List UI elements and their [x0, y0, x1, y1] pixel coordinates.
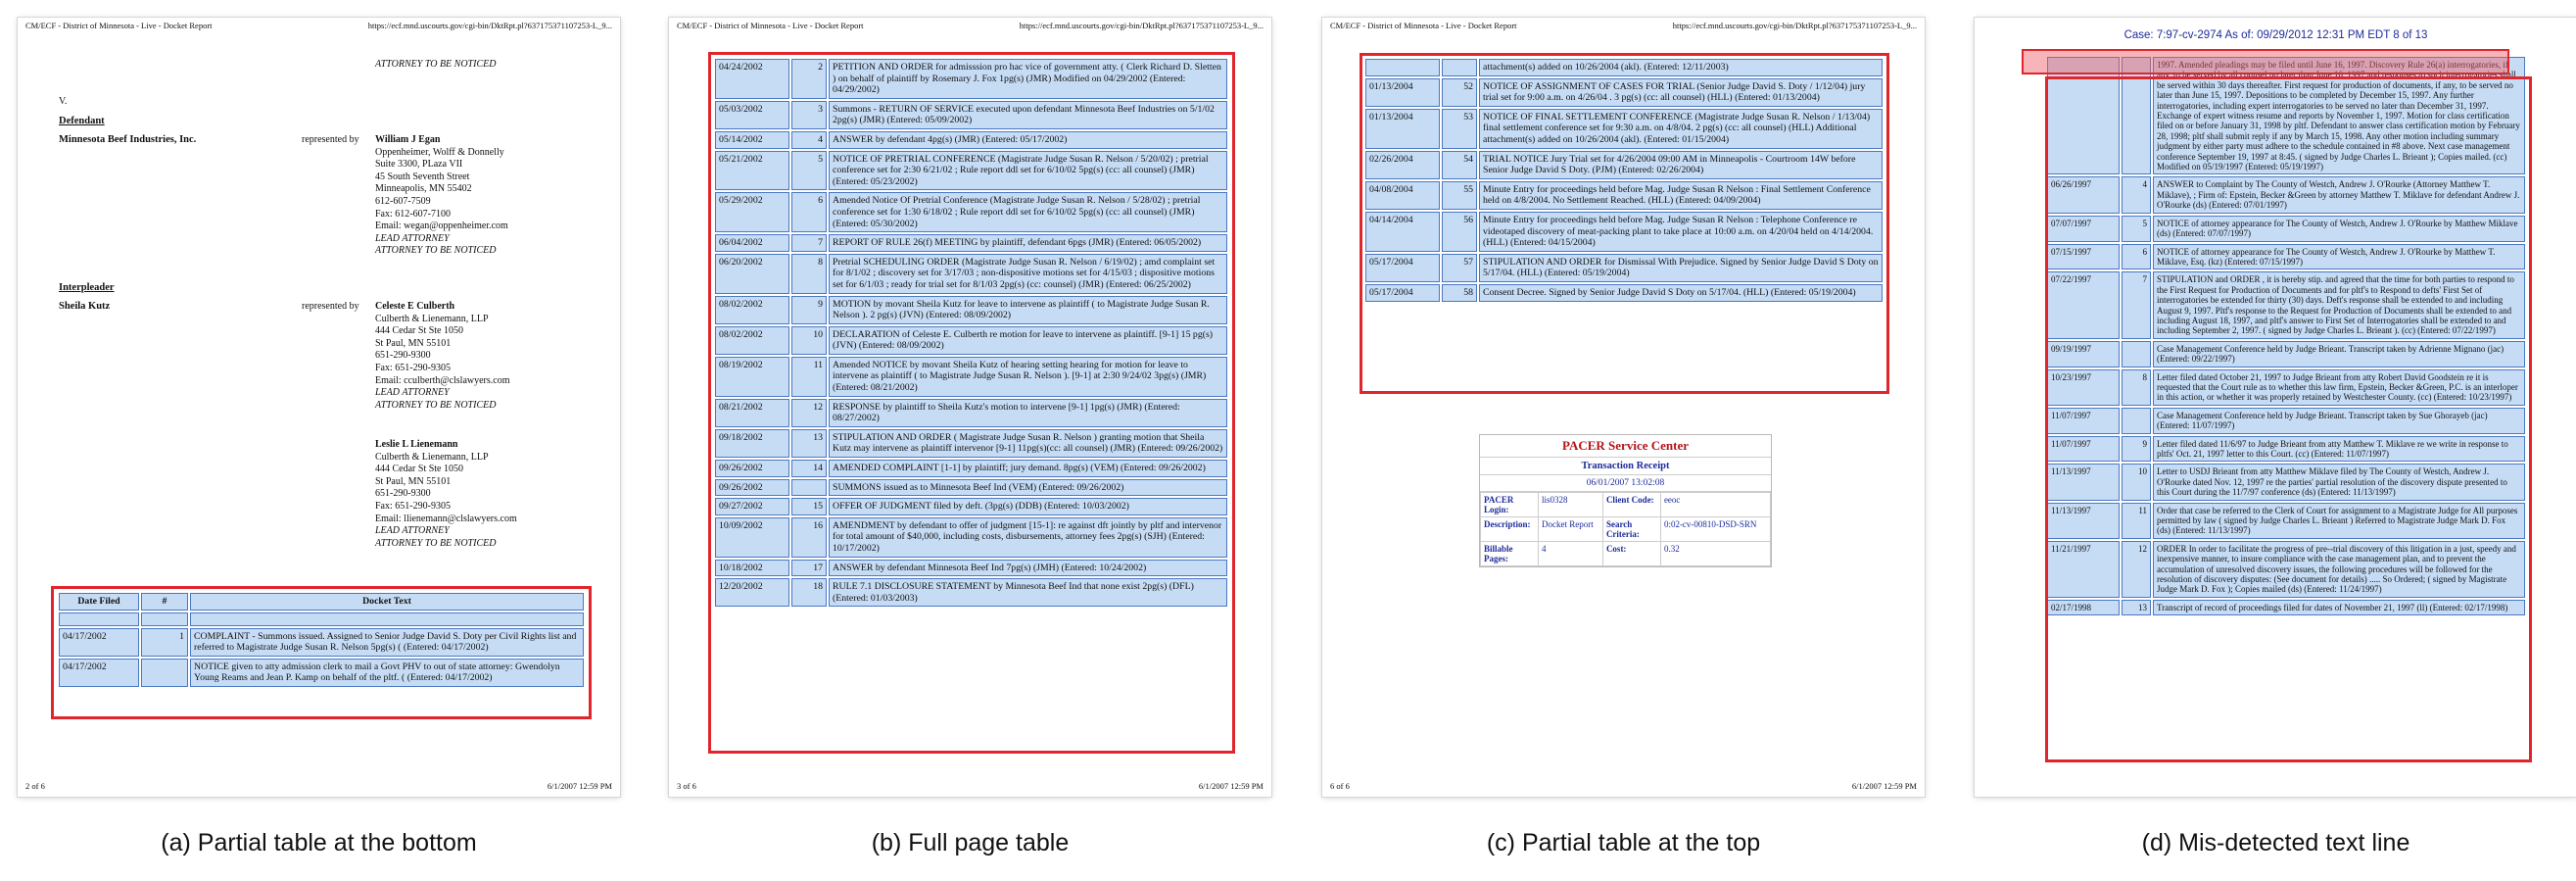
table-row: [2047, 600, 2525, 615]
cell-date: 11/21/1997: [2047, 541, 2120, 598]
table-row: [2047, 216, 2525, 242]
cell-docket-text: Letter to USDJ Brieant from atty Matthew Miklave filed by The County of Westch, Andrew J. O'Rourke dated Nov. 12, 1997 re the parties' partial resolution of the discovery dispute presented to this Court during the 11/7/97 conference (ds) (Entered: 11/13/1997): [2153, 464, 2525, 500]
cell-docket-text: RULE 7.1 DISCLOSURE STATEMENT by Minnesota Beef Ind that none exist 2pg(s) (DFL) (Entered: 01/03/2003): [829, 578, 1227, 607]
cell-docket-text: OFFER OF JUDGMENT filed by deft. (3pg(s) (DDB) (Entered: 10/03/2002): [829, 498, 1227, 515]
attorney-block-2: Celeste E Culberth Culberth & Lienemann, LLP 444 Cedar St Ste 1050 St Paul, MN 55101 651-290-9300 Fax: 651-290-9305 Email: cculberth@clslawyers.com LEAD ATTORNEY ATTORNEY TO BE NOTICED: [375, 301, 510, 411]
cell-docket-text: Letter filed dated 11/6/97 to Judge Brieant from atty Matthew T. Miklave re we write in response to pltfs' Oct. 21, 1997 letter to this Court. (cc) (Entered: 11/07/1997): [2153, 436, 2525, 463]
footer-date: 6/1/2007 12:59 PM: [1851, 781, 1917, 791]
attorney-block-3: Leslie L Lienemann Culberth & Lienemann, LLP 444 Cedar St Ste 1050 St Paul, MN 55101 651-290-9300 Fax: 651-290-9305 Email: llienemann@clslawyers.com LEAD ATTORNEY ATTORNEY TO BE NOTICED: [375, 439, 517, 549]
cell-docket-text: ANSWER to Complaint by The County of Westch, Andrew J. O'Rourke (Attorney Matthew T. Miklave), ; Firm of: Epstein, Becker &Green by attorney Matthew T. Miklave for defendant Andrew J. O'Rourke (ds) (Entered: 07/01/1997): [2153, 176, 2525, 213]
page-number: 3 of 6: [677, 781, 696, 791]
cell-docket-text: MOTION by movant Sheila Kutz for leave to intervene as plaintiff ( to Magistrate Judge Susan R. Nelson ). 2 pg(s) (JVN) (Entered: 08/09/2002): [829, 296, 1227, 324]
cell-date: 01/13/2004: [1365, 78, 1440, 107]
cell-date: 06/20/2002: [715, 254, 789, 294]
cell-date: 05/29/2002: [715, 192, 789, 232]
cell-number: 12: [2122, 541, 2151, 598]
cell-number: 8: [2122, 369, 2151, 406]
cell-date: 04/24/2002: [715, 59, 789, 99]
represented-by-1: represented by: [302, 134, 359, 145]
table-row: [1365, 212, 1883, 252]
cell-number: 4: [2122, 176, 2151, 213]
table-row: [715, 254, 1227, 294]
cell-date: 06/04/2002: [715, 234, 789, 252]
caption-b: (b) Full page table: [871, 829, 1070, 857]
cell-date: 11/13/1997: [2047, 464, 2120, 500]
cell-date: 01/13/2004: [1365, 109, 1440, 149]
table-row: [1365, 254, 1883, 282]
cell-number: 13: [2122, 600, 2151, 615]
table-row: 04/17/2002 1 COMPLAINT - Summons issued. Assigned to Senior Judge David S. Doty per Civil Rights list and referred to Magistrate Judge Susan R. Nelson 5pg(s) ( (Entered: 04/17/2002): [59, 628, 584, 657]
page-number: 2 of 6: [25, 781, 45, 791]
cell-docket-text: Transcript of record of proceedings filed for dates of November 21, 1997 (ll) (Entered: 02/17/1998): [2153, 600, 2525, 615]
cell-number: 2: [791, 59, 827, 99]
cell-docket-text: DECLARATION of Celeste E. Culberth re motion for leave to intervene as plaintiff. [9-1] 15 pg(s) (JVN) (Entered: 08/09/2002): [829, 326, 1227, 355]
cell-docket-text: ANSWER by defendant Minnesota Beef Ind 7pg(s) (JMH) (Entered: 10/24/2002): [829, 560, 1227, 577]
caption-c: (c) Partial table at the top: [1486, 829, 1761, 857]
cell-date: 04/08/2004: [1365, 181, 1440, 210]
cell-date: 09/27/2002: [715, 498, 789, 515]
cell-number: 9: [2122, 436, 2151, 463]
panel-full-page: [669, 18, 1271, 797]
doc-header-right: https://ecf.mnd.uscourts.gov/cgi-bin/DktRpt.pl?637175371107253-L_9...: [1019, 21, 1264, 30]
cell-date: 09/18/2002: [715, 429, 789, 458]
table-row: [715, 578, 1227, 607]
table-row: [1365, 181, 1883, 210]
cell-docket-text: AMENDED COMPLAINT [1-1] by plaintiff; jury demand. 8pg(s) (VEM) (Entered: 09/26/2002): [829, 460, 1227, 477]
pacer-receipt: [1479, 434, 1772, 567]
cell-number: 56: [1442, 212, 1477, 252]
attorney-block-1: William J Egan Oppenheimer, Wolff & Donnelly Suite 3300, PLaza VII 45 South Seventh Street Minneapolis, MN 55402 612-607-7509 Fax: 612-607-7100 Email: wegan@oppenheimer.com LEAD ATTORNEY ATTORNEY TO BE NOTICED: [375, 134, 508, 257]
cell-date: 10/18/2002: [715, 560, 789, 577]
pacer-title: PACER Service Center: [1480, 435, 1771, 458]
cell-docket-text: ANSWER by defendant 4pg(s) (JMR) (Entered: 05/17/2002): [829, 131, 1227, 149]
cell-number: 58: [1442, 284, 1477, 302]
cell-number: 11: [791, 357, 827, 397]
cell-docket-text: Amended NOTICE by movant Sheila Kutz of hearing setting hearing for motion for leave to intervene as plaintiff ( to Magistrate Judge Susan R. Nelson ). [9-1] at 2:30 9/24/02 3pg(s) (JMR) (Entered: 08/21/2002): [829, 357, 1227, 397]
table-row: [2047, 369, 2525, 406]
cell-docket-text: Amended Notice Of Pretrial Conference (Magistrate Judge Susan R. Nelson / 5/28/02) ; pretrial conference set for 1:30 6/18/02 ; Rule report ddl set for 6/10/02 5pg(s) (cc: all counsel) (JMR) (Entered: 05/30/2002): [829, 192, 1227, 232]
doc-header-left: CM/ECF - District of Minnesota - Live - Docket Report: [25, 21, 213, 30]
table-row: [715, 101, 1227, 129]
panel-partial-top: [1322, 18, 1925, 797]
cell-date: 10/09/2002: [715, 517, 789, 558]
cell-docket-text: STIPULATION AND ORDER ( Magistrate Judge Susan R. Nelson ) granting motion that Sheila Kutz may intervene as plaintiff intervenor [9-1] 11pg(s)(cc: all counsel) (JMR) (Entered: 09/26/2002): [829, 429, 1227, 458]
cell-date: 05/17/2004: [1365, 284, 1440, 302]
table-row: [715, 399, 1227, 427]
cell-date: 07/07/1997: [2047, 216, 2120, 242]
cell-date: 11/07/1997: [2047, 408, 2120, 434]
header-docket-text: Docket Text: [190, 593, 584, 611]
cell-number: [1442, 59, 1477, 76]
page-number: 6 of 6: [1330, 781, 1350, 791]
cell-docket-text: AMENDMENT by defendant to offer of judgment [15-1]: re against dft jointly by pltf and intervenor for total amount of $40,000, including costs, disbursements, attorney fees 2pg(s) (SJH) (Entered: 10/17/2002): [829, 517, 1227, 558]
table-row: [715, 234, 1227, 252]
table-row: [715, 357, 1227, 397]
interpleader-name: Sheila Kutz: [59, 301, 111, 312]
footer-date: 6/1/2007 12:59 PM: [1198, 781, 1264, 791]
cell-number: 5: [791, 151, 827, 191]
header-date: Date Filed: [59, 593, 139, 611]
footer-date: 6/1/2007 12:59 PM: [547, 781, 612, 791]
cell-number: [2122, 341, 2151, 367]
cell-date: 02/26/2004: [1365, 151, 1440, 179]
table-row: [715, 517, 1227, 558]
cell-date: 12/20/2002: [715, 578, 789, 607]
cell-docket-text: SUMMONS issued as to Minnesota Beef Ind (VEM) (Entered: 09/26/2002): [829, 479, 1227, 497]
cell-number: 17: [791, 560, 827, 577]
versus-label: V.: [59, 96, 68, 107]
cell-date: 09/19/1997: [2047, 341, 2120, 367]
cell-number: 4: [791, 131, 827, 149]
cell-number: [791, 479, 827, 497]
table-row: [715, 479, 1227, 497]
table-row: [715, 560, 1227, 577]
table-row: [2047, 464, 2525, 500]
table-row: [2047, 244, 2525, 270]
table-row: [715, 131, 1227, 149]
cell-number: 18: [791, 578, 827, 607]
doc-header-right: https://ecf.mnd.uscourts.gov/cgi-bin/DktRpt.pl?637175371107253-L_9...: [367, 21, 612, 30]
cell-date: 09/26/2002: [715, 460, 789, 477]
pacer-datetime: 06/01/2007 13:02:08: [1480, 475, 1771, 492]
cell-date: 07/15/1997: [2047, 244, 2120, 270]
cell-number: 12: [791, 399, 827, 427]
cell-date: 10/23/1997: [2047, 369, 2120, 406]
table-row: 1997. Amended pleadings may be filed until June 16, 1997. Discovery Rule 26(a) interrogatories, if any, to be served by all counsel no later than June 16, 1997 and responses to such interrogatories shall be served within 30 days thereafter. First request for production of documents, if any, to be served no later than June 15, 1997. Depositions to be completed by December 15, 1997. Any further interrogatories, including expert interrogatories to be served no later than December 31, 1997. Exchange of expert witness resume and reports by November 1, 1997. Motion for class certification filed on or before January 31, 1998 by pltf. Defendant to answer class certification motion by February 28, 1998; pltf shall submit reply if any by March 15, 1998. Any other motion including summary judgment by either party must adhere to the schedule contained in #8 above. Next case management conference September 19, 1997 at 8:45. ( signed by Judge Charles L. Brieant ); Copies mailed. (cc) Modified on 05/19/1997 (Entered: 05/19/1997): [2047, 57, 2525, 174]
cell-date: 02/17/1998: [2047, 600, 2120, 615]
caption-a: (a) Partial table at the bottom: [161, 829, 477, 857]
table-row: [2047, 503, 2525, 539]
doc-header-left: CM/ECF - District of Minnesota - Live - Docket Report: [677, 21, 864, 30]
cell-docket-text: Minute Entry for proceedings held before Mag. Judge Susan R Nelson : Telephone Conference re videotaped discovery of meat-packing plant to take place at 10:00 a.m. on 4/20/04 held on 4/14/2004. (HLL) (Entered: 04/15/2004): [1479, 212, 1883, 252]
cell-date: 05/21/2002: [715, 151, 789, 191]
cell-docket-text: NOTICE OF FINAL SETTLEMENT CONFERENCE (Magistrate Judge Susan R. Nelson / 1/13/04) final settlement conference set for 9:30 a.m. on 4/8/04. 2 pg(s) (cc: all counsel) (HLL) Additional attachment(s) added on 10/26/2004 (akl). (Entered: 01/15/2004): [1479, 109, 1883, 149]
interpleader-label: Interpleader: [59, 282, 115, 293]
cell-date: 08/02/2002: [715, 326, 789, 355]
defendant-label: Defendant: [59, 116, 105, 126]
cell-number: 14: [791, 460, 827, 477]
table-spacer-row: [59, 612, 584, 626]
cell-docket-text: Case Management Conference held by Judge Brieant. Transcript taken by Adrienne Mignano (jac) (Entered: 09/22/1997): [2153, 341, 2525, 367]
cell-docket-text: Consent Decree. Signed by Senior Judge David S Doty on 5/17/04. (HLL) (Entered: 05/19/2004): [1479, 284, 1883, 302]
table-row: [1365, 109, 1883, 149]
cell-date: 09/26/2002: [715, 479, 789, 497]
misdetected-text-box: [2022, 49, 2509, 74]
cell-number: 6: [791, 192, 827, 232]
cell-number: 7: [2122, 271, 2151, 338]
panel-misdetected: [1975, 18, 2576, 797]
cell-date: [1365, 59, 1440, 76]
cell-number: 10: [791, 326, 827, 355]
cell-date: 08/21/2002: [715, 399, 789, 427]
cell-docket-text: Letter filed dated October 21, 1997 to Judge Brieant from atty Robert David Goodstein re it is requested that the Court rule as to whether this law firm, Epstein, Becker &Green, P.C. is an interloper in this action, or whether it was properly retained by Westchester County. (cc) (Entered: 10/23/1997): [2153, 369, 2525, 406]
cell-docket-text: Pretrial SCHEDULING ORDER (Magistrate Judge Susan R. Nelson / 6/19/02) ; amd complaint set for 8/1/02 ; discovery set for 3/17/03 ; non-dispositive motions set for 4/15/03 ; dispositive motions set for 6/1/03 ; ready for trial set for 8/1/03 2pg(s) (cc: counsel) (JMR) (Entered: 06/25/2002): [829, 254, 1227, 294]
table-row: [2047, 271, 2525, 338]
cell-docket-text: RESPONSE by plaintiff to Sheila Kutz's motion to intervene [9-1] 1pg(s) (JMR) (Entered: 08/27/2002): [829, 399, 1227, 427]
table-row: [715, 326, 1227, 355]
table-row: [715, 151, 1227, 191]
cell-number: 15: [791, 498, 827, 515]
table-row: [1365, 151, 1883, 179]
docket-table-full: [713, 57, 1229, 609]
table-row: [2047, 176, 2525, 213]
panel-partial-bottom: [18, 18, 620, 797]
cell-date: 07/22/1997: [2047, 271, 2120, 338]
cell-docket-text: Case Management Conference held by Judge Brieant. Transcript taken by Sue Ghorayeb (jac) (Entered: 11/07/1997): [2153, 408, 2525, 434]
docket-table-partial: [57, 591, 586, 689]
cell-number: 6: [2122, 244, 2151, 270]
docket-table-partial-top: [1363, 57, 1884, 304]
table-row: [2047, 541, 2525, 598]
cell-docket-text: NOTICE of attorney appearance for The County of Westch, Andrew J. O'Rourke by Matthew T. Miklave, Esq. (kz) (Entered: 07/15/1997): [2153, 244, 2525, 270]
cell-date: 11/07/1997: [2047, 436, 2120, 463]
cell-docket-text: ORDER In order to facilitate the progress of pre--trial discovery of this litigation in a just, speedy and inexpensive manner, to insure compliance with the case management plan, and to prevent the accumulation of unresolved discovery issues, the following procedures will be followed for the resolution of discovery disputes: (See document for details) ..... So Ordered; ( signed by Magistrate Judge Mark D. Fox ); Copies mailed (ds) (Entered: 11/24/1997): [2153, 541, 2525, 598]
cell-docket-text: attachment(s) added on 10/26/2004 (akl). (Entered: 12/11/2003): [1479, 59, 1883, 76]
cell-number: 16: [791, 517, 827, 558]
cell-docket-text: STIPULATION and ORDER , it is hereby stip. and agreed that the time for both parties to respond to the First Request for Production of Documents and for pltf's to Respond to defts' First Set of interrogatories be extended for thirty (30) days. Deft's response shall be extended to and including August 9, 1997. Pltf's response to the Request for Production of Documents shall be extended to and including August 18, 1997, and pltf's answer to First Set of Interrogatories shall be extended to and including September 2, 1997. ( signed by Judge Charles L. Brieant ). (cc) (Entered: 07/22/1997): [2153, 271, 2525, 338]
table-row: [715, 192, 1227, 232]
cell-docket-text: NOTICE of attorney appearance for The County of Westch, Andrew J. O'Rourke by Matthew Miklave (ds) (Entered: 07/07/1997): [2153, 216, 2525, 242]
cell-date: 06/26/1997: [2047, 176, 2120, 213]
table-row: [715, 59, 1227, 99]
table-row: [715, 296, 1227, 324]
cell-docket-text: Order that case be referred to the Clerk of Court for assignment to a Magistrate Judge for All purposes permitted by law ( signed by Judge Charles L. Brieant ) Referred to Magistrate Judge Mark D. Fox (ds) (Entered: 11/13/1997): [2153, 503, 2525, 539]
cell-number: 54: [1442, 151, 1477, 179]
cell-number: 10: [2122, 464, 2151, 500]
cell-number: 9: [791, 296, 827, 324]
cell-date: 08/02/2002: [715, 296, 789, 324]
table-row: [1365, 59, 1883, 76]
cell-docket-text: STIPULATION AND ORDER for Dismissal With Prejudice. Signed by Senior Judge David S Doty on 5/17/04. (HLL) (Entered: 05/19/2004): [1479, 254, 1883, 282]
caption-d: (d) Mis-detected text line: [2141, 829, 2410, 857]
table-row: [2047, 341, 2525, 367]
cell-date: 05/14/2002: [715, 131, 789, 149]
cell-docket-text: REPORT OF RULE 26(f) MEETING by plaintiff, defendant 6pgs (JMR) (Entered: 06/05/2002): [829, 234, 1227, 252]
cell-number: 5: [2122, 216, 2151, 242]
cell-number: 8: [791, 254, 827, 294]
pacer-subtitle: Transaction Receipt: [1480, 458, 1771, 475]
represented-by-2: represented by: [302, 301, 359, 312]
cell-number: 52: [1442, 78, 1477, 107]
cell-docket-text: PETITION AND ORDER for admisssion pro hac vice of government atty. ( Clerk Richard D. Sletten ) on behalf of plaintiff by Rosemary J. Fox 1pg(s) (JMR) Modified on 04/29/2002 (Entered: 04/29/2002): [829, 59, 1227, 99]
cell-docket-text: TRIAL NOTICE Jury Trial set for 4/26/2004 09:00 AM in Minneapolis - Courtroom 14W before Senior Judge David S Doty. (PJM) (Entered: 02/26/2004): [1479, 151, 1883, 179]
attorney-notice-line: ATTORNEY TO BE NOTICED: [375, 59, 497, 70]
cell-docket-text: NOTICE OF ASSIGNMENT OF CASES FOR TRIAL (Senior Judge David S. Doty / 1/12/04) jury trial set for 9:00 a.m. on 4/26/04 . 3 pg(s) (cc: all counsel) (HLL) (Entered: 01/13/2004): [1479, 78, 1883, 107]
cell-number: 3: [791, 101, 827, 129]
cell-number: 55: [1442, 181, 1477, 210]
header-number: #: [141, 593, 188, 611]
table-header-row: [59, 593, 584, 611]
cell-docket-text: Minute Entry for proceedings held before Mag. Judge Susan R Nelson : Final Settlement Conference held on 4/8/2004. No Settlement Reached. (HLL) (Entered: 04/09/2004): [1479, 181, 1883, 210]
table-row: [715, 498, 1227, 515]
table-row: [715, 429, 1227, 458]
cell-docket-text: Summons - RETURN OF SERVICE executed upon defendant Minnesota Beef Industries on 5/1/02 2pg(s) (JMR) (Entered: 05/09/2002): [829, 101, 1227, 129]
table-row: [715, 460, 1227, 477]
table-row: 04/17/2002 NOTICE given to atty admission clerk to mail a Govt PHV to out of state attorney: Gwendolyn Young Reams and Jean P. Kamp on behalf of the pltf. ( (Entered: 04/17/2002): [59, 659, 584, 687]
cell-number: 13: [791, 429, 827, 458]
table-row: [2047, 436, 2525, 463]
cell-docket-text: NOTICE OF PRETRIAL CONFERENCE (Magistrate Judge Susan R. Nelson / 5/20/02) ; pretrial conference set for 2:30 6/21/02 ; Rule report ddl set for 6/10/02 5pg(s) (cc: all counsel) (JMR) (Entered: 05/23/2002): [829, 151, 1227, 191]
cell-number: [2122, 408, 2151, 434]
doc-header-left: CM/ECF - District of Minnesota - Live - Docket Report: [1330, 21, 1517, 30]
defendant-name: Minnesota Beef Industries, Inc.: [59, 134, 197, 145]
cell-date: 05/03/2002: [715, 101, 789, 129]
cell-number: 57: [1442, 254, 1477, 282]
doc-header-right: https://ecf.mnd.uscourts.gov/cgi-bin/DktRpt.pl?637175371107253-L_9...: [1672, 21, 1917, 30]
cell-date: 08/19/2002: [715, 357, 789, 397]
cell-date: 05/17/2004: [1365, 254, 1440, 282]
cell-number: 11: [2122, 503, 2151, 539]
case-line: Case: 7:97-cv-2974 As of: 09/29/2012 12:31 PM EDT 8 of 13: [2123, 29, 2428, 41]
cell-date: 04/14/2004: [1365, 212, 1440, 252]
table-row: [1365, 78, 1883, 107]
pacer-table: PACER Login: lis0328 Client Code: eeoc Description: Docket Report Search Criteria: 0:02-cv-00810-DSD-SRN Billable Pages: 4 Cost: 0.32: [1480, 492, 1771, 566]
table-row: [2047, 408, 2525, 434]
cell-number: 53: [1442, 109, 1477, 149]
cell-date: 11/13/1997: [2047, 503, 2120, 539]
table-row: [1365, 284, 1883, 302]
docket-table-d: [2045, 55, 2527, 617]
cell-number: 7: [791, 234, 827, 252]
